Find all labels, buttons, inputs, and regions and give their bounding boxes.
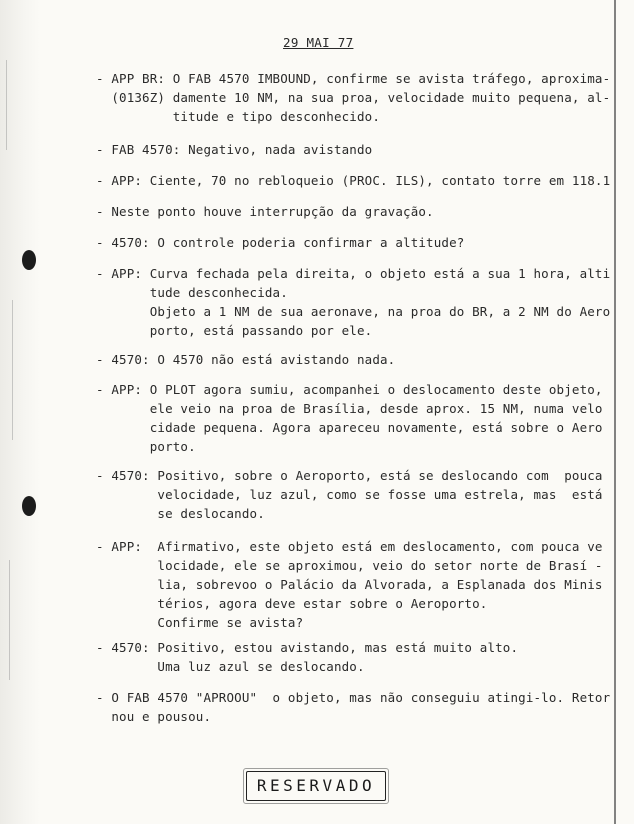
entry-app-afirmativo: - APP: Afirmativo, este objeto está em deslocamento, com pouca ve locidade, ele se aproximou, veio do setor norte de Brasí - lia, sobrevoo o Palácio da Alvorada, a Esplanada dos Minis térios, agora deve estar sobre o Aeroporto. Confirme se avista? <box>96 539 603 630</box>
page-edge-line <box>614 0 616 824</box>
entry-app-ciente: - APP: Ciente, 70 no rebloqueio (PROC. ILS), contato torre em 118.1 <box>96 173 611 188</box>
entry-4570-altitude: - 4570: O controle poderia confirmar a altitude? <box>96 235 465 250</box>
entry-fab-negative: - FAB 4570: Negativo, nada avistando <box>96 142 373 157</box>
scan-artifact <box>9 560 10 680</box>
entry-app-curva: - APP: Curva fechada pela direita, o objeto está a sua 1 hora, alti tude desconhecida. Objeto a 1 NM de sua aeronave, na proa do BR, a 2 NM do Aero porto, está passando por ele. <box>96 266 611 338</box>
document-date: 29 MAI 77 <box>283 35 354 50</box>
entry-4570-avistando: - 4570: Positivo, estou avistando, mas está muito alto. Uma luz azul se deslocando. <box>96 640 519 674</box>
reservado-stamp: RESERVADO <box>246 771 386 801</box>
entry-4570-positivo: - 4570: Positivo, sobre o Aeroporto, está se deslocando com pouca velocidade, luz azul, como se fosse uma estrela, mas está se deslocando. <box>96 468 603 521</box>
punch-hole-top <box>22 250 36 270</box>
entry-4570-nada: - 4570: O 4570 não está avistando nada. <box>96 352 396 367</box>
punch-hole-bottom <box>22 496 36 516</box>
entry-app-plot: - APP: O PLOT agora sumiu, acompanhei o deslocamento deste objeto, ele veio na proa de Brasília, desde aprox. 15 NM, numa velo cidade pequena. Agora apareceu novamente, está sobre o Aero porto. <box>96 382 603 454</box>
entry-fab-aproou: - O FAB 4570 "APROOU" o objeto, mas não conseguiu atingi-lo. Retor nou e pousou. <box>96 690 611 724</box>
scan-artifact <box>12 300 13 440</box>
scan-artifact <box>6 60 7 150</box>
entry-app-br: - APP BR: O FAB 4570 IMBOUND, confirme se avista tráfego, aproxima- (0136Z) damente 10 NM, na sua proa, velocidade muito pequena, al- titude e tipo desconhecido. <box>96 71 611 124</box>
entry-interruption: - Neste ponto houve interrupção da gravação. <box>96 204 434 219</box>
